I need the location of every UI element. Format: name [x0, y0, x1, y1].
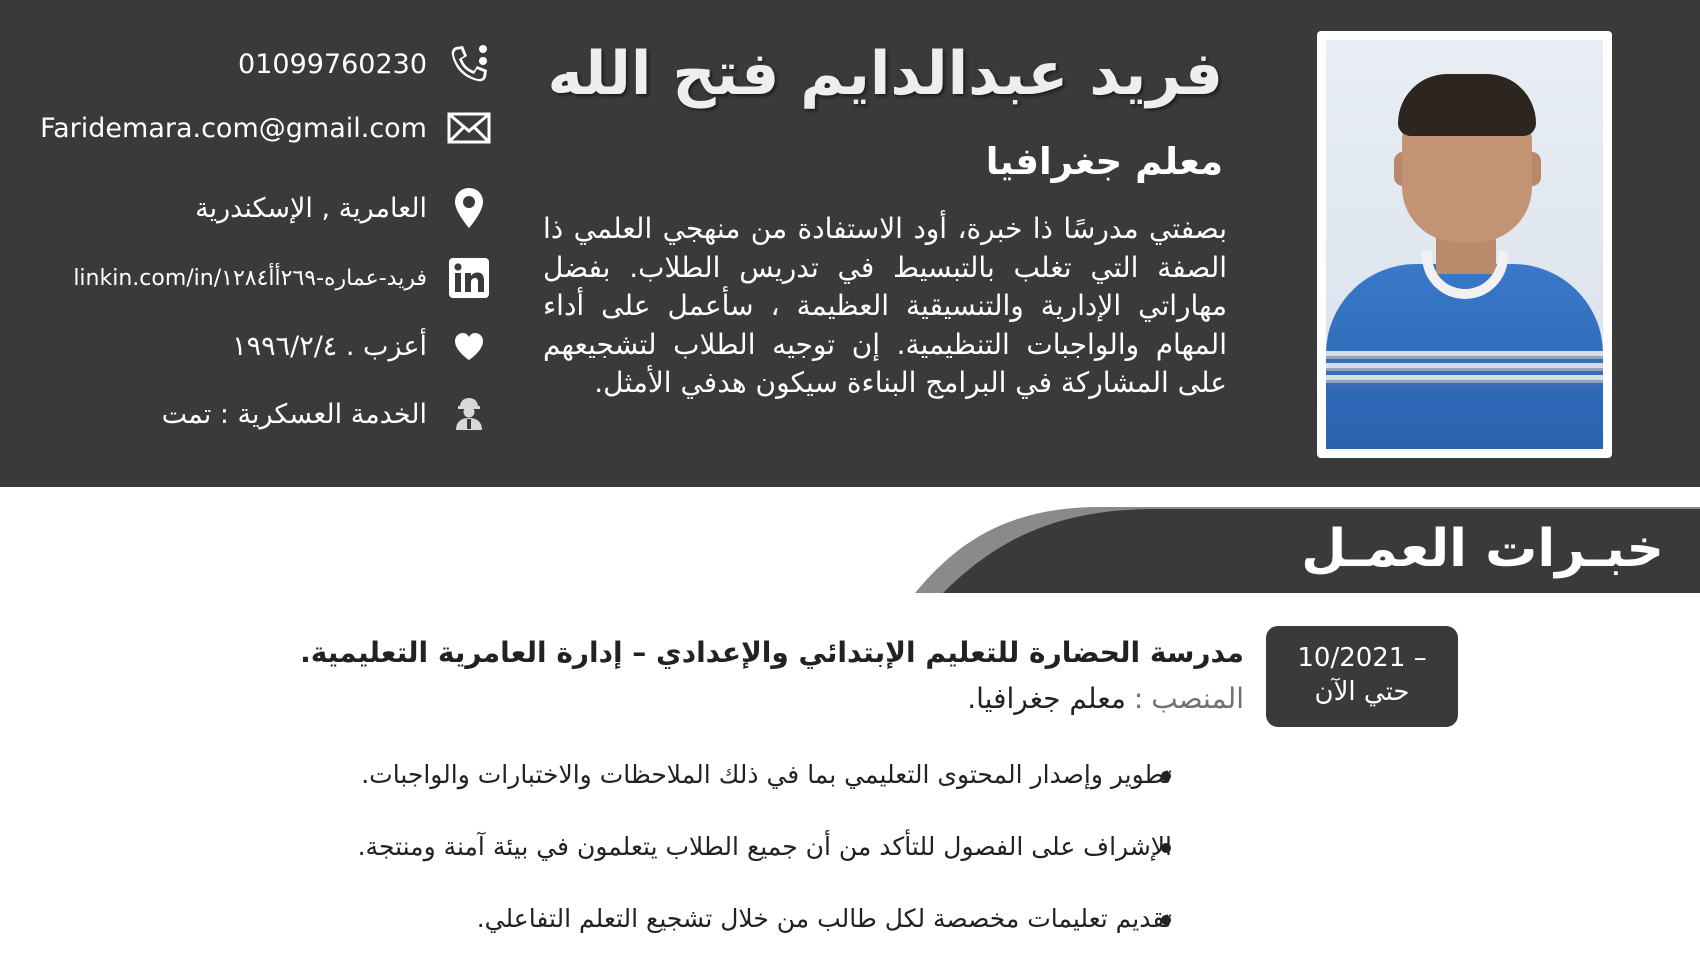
linkedin-url: linkin.com/in/فريد-عماره-٢٦٩أأ١٢٨٤	[73, 265, 427, 291]
contact-linkedin	[25, 256, 495, 300]
profile-photo	[1326, 40, 1603, 449]
envelope-icon	[443, 106, 495, 150]
phone-number: 01099760230	[238, 48, 427, 80]
location-pin-icon	[443, 186, 495, 230]
position-separator: :	[1133, 682, 1144, 715]
contact-email	[25, 106, 495, 150]
contact-phone	[25, 42, 495, 86]
position-line	[344, 680, 1244, 718]
linkedin-icon	[443, 256, 495, 300]
organization-name: مدرسة الحضارة للتعليم الإبتدائي والإعدادي – إدارة العامرية التعليمية.	[300, 636, 1244, 669]
contact-military	[25, 392, 495, 436]
heart-icon	[443, 324, 495, 368]
location-text: العامرية , الإسكندرية	[195, 192, 427, 224]
job-title: معلم جغرافيا	[985, 140, 1223, 183]
phone-icon	[443, 42, 495, 86]
position-label: المنصب	[1151, 682, 1244, 715]
profile-summary: بصفتي مدرسًا ذا خبرة، أود الاستفادة من منهجي العلمي ذا الصفة التي تغلب بالتبسيط في تدريس الطلاب. بفضل مهاراتي الإدارية والتنسيقية العظيمة ، سأعمل على أداء المهام والواجبات التنظيمية. إن توجيه الطلاب لتشجيعهم على المشاركة في البرامج البناءة سيكون هدفي الأمثل.	[543, 212, 1227, 399]
position-value: معلم جغرافيا.	[967, 682, 1126, 715]
section-title-work-experience: خبـرات العمـل	[1301, 519, 1664, 579]
date-to: حتي الآن	[1314, 677, 1410, 707]
contact-marital	[25, 324, 495, 368]
profile-photo-frame	[1317, 31, 1612, 458]
date-badge	[1266, 626, 1458, 727]
contact-location	[25, 186, 495, 230]
duty-item: الإشراف على الفصول للتأكد من أن جميع الطلاب يتعلمون في بيئة آمنة ومنتجة.	[357, 832, 1172, 861]
soldier-icon	[443, 392, 495, 436]
date-from: 10/2021 –	[1297, 643, 1427, 673]
email-address: Faridemara.com@gmail.com	[40, 112, 427, 144]
military-service: الخدمة العسكرية : تمت	[161, 398, 427, 430]
duty-item: تطوير وإصدار المحتوى التعليمي بما في ذلك الملاحظات والاختبارات والواجبات.	[361, 760, 1172, 789]
duty-item: تقديم تعليمات مخصصة لكل طالب من خلال تشجيع التعلم التفاعلي.	[476, 904, 1172, 933]
marital-status-birthdate: أعزب . ١٩٩٦/٢/٤	[232, 330, 427, 362]
candidate-name: فريد عبدالدايم فتح الله	[547, 39, 1223, 109]
